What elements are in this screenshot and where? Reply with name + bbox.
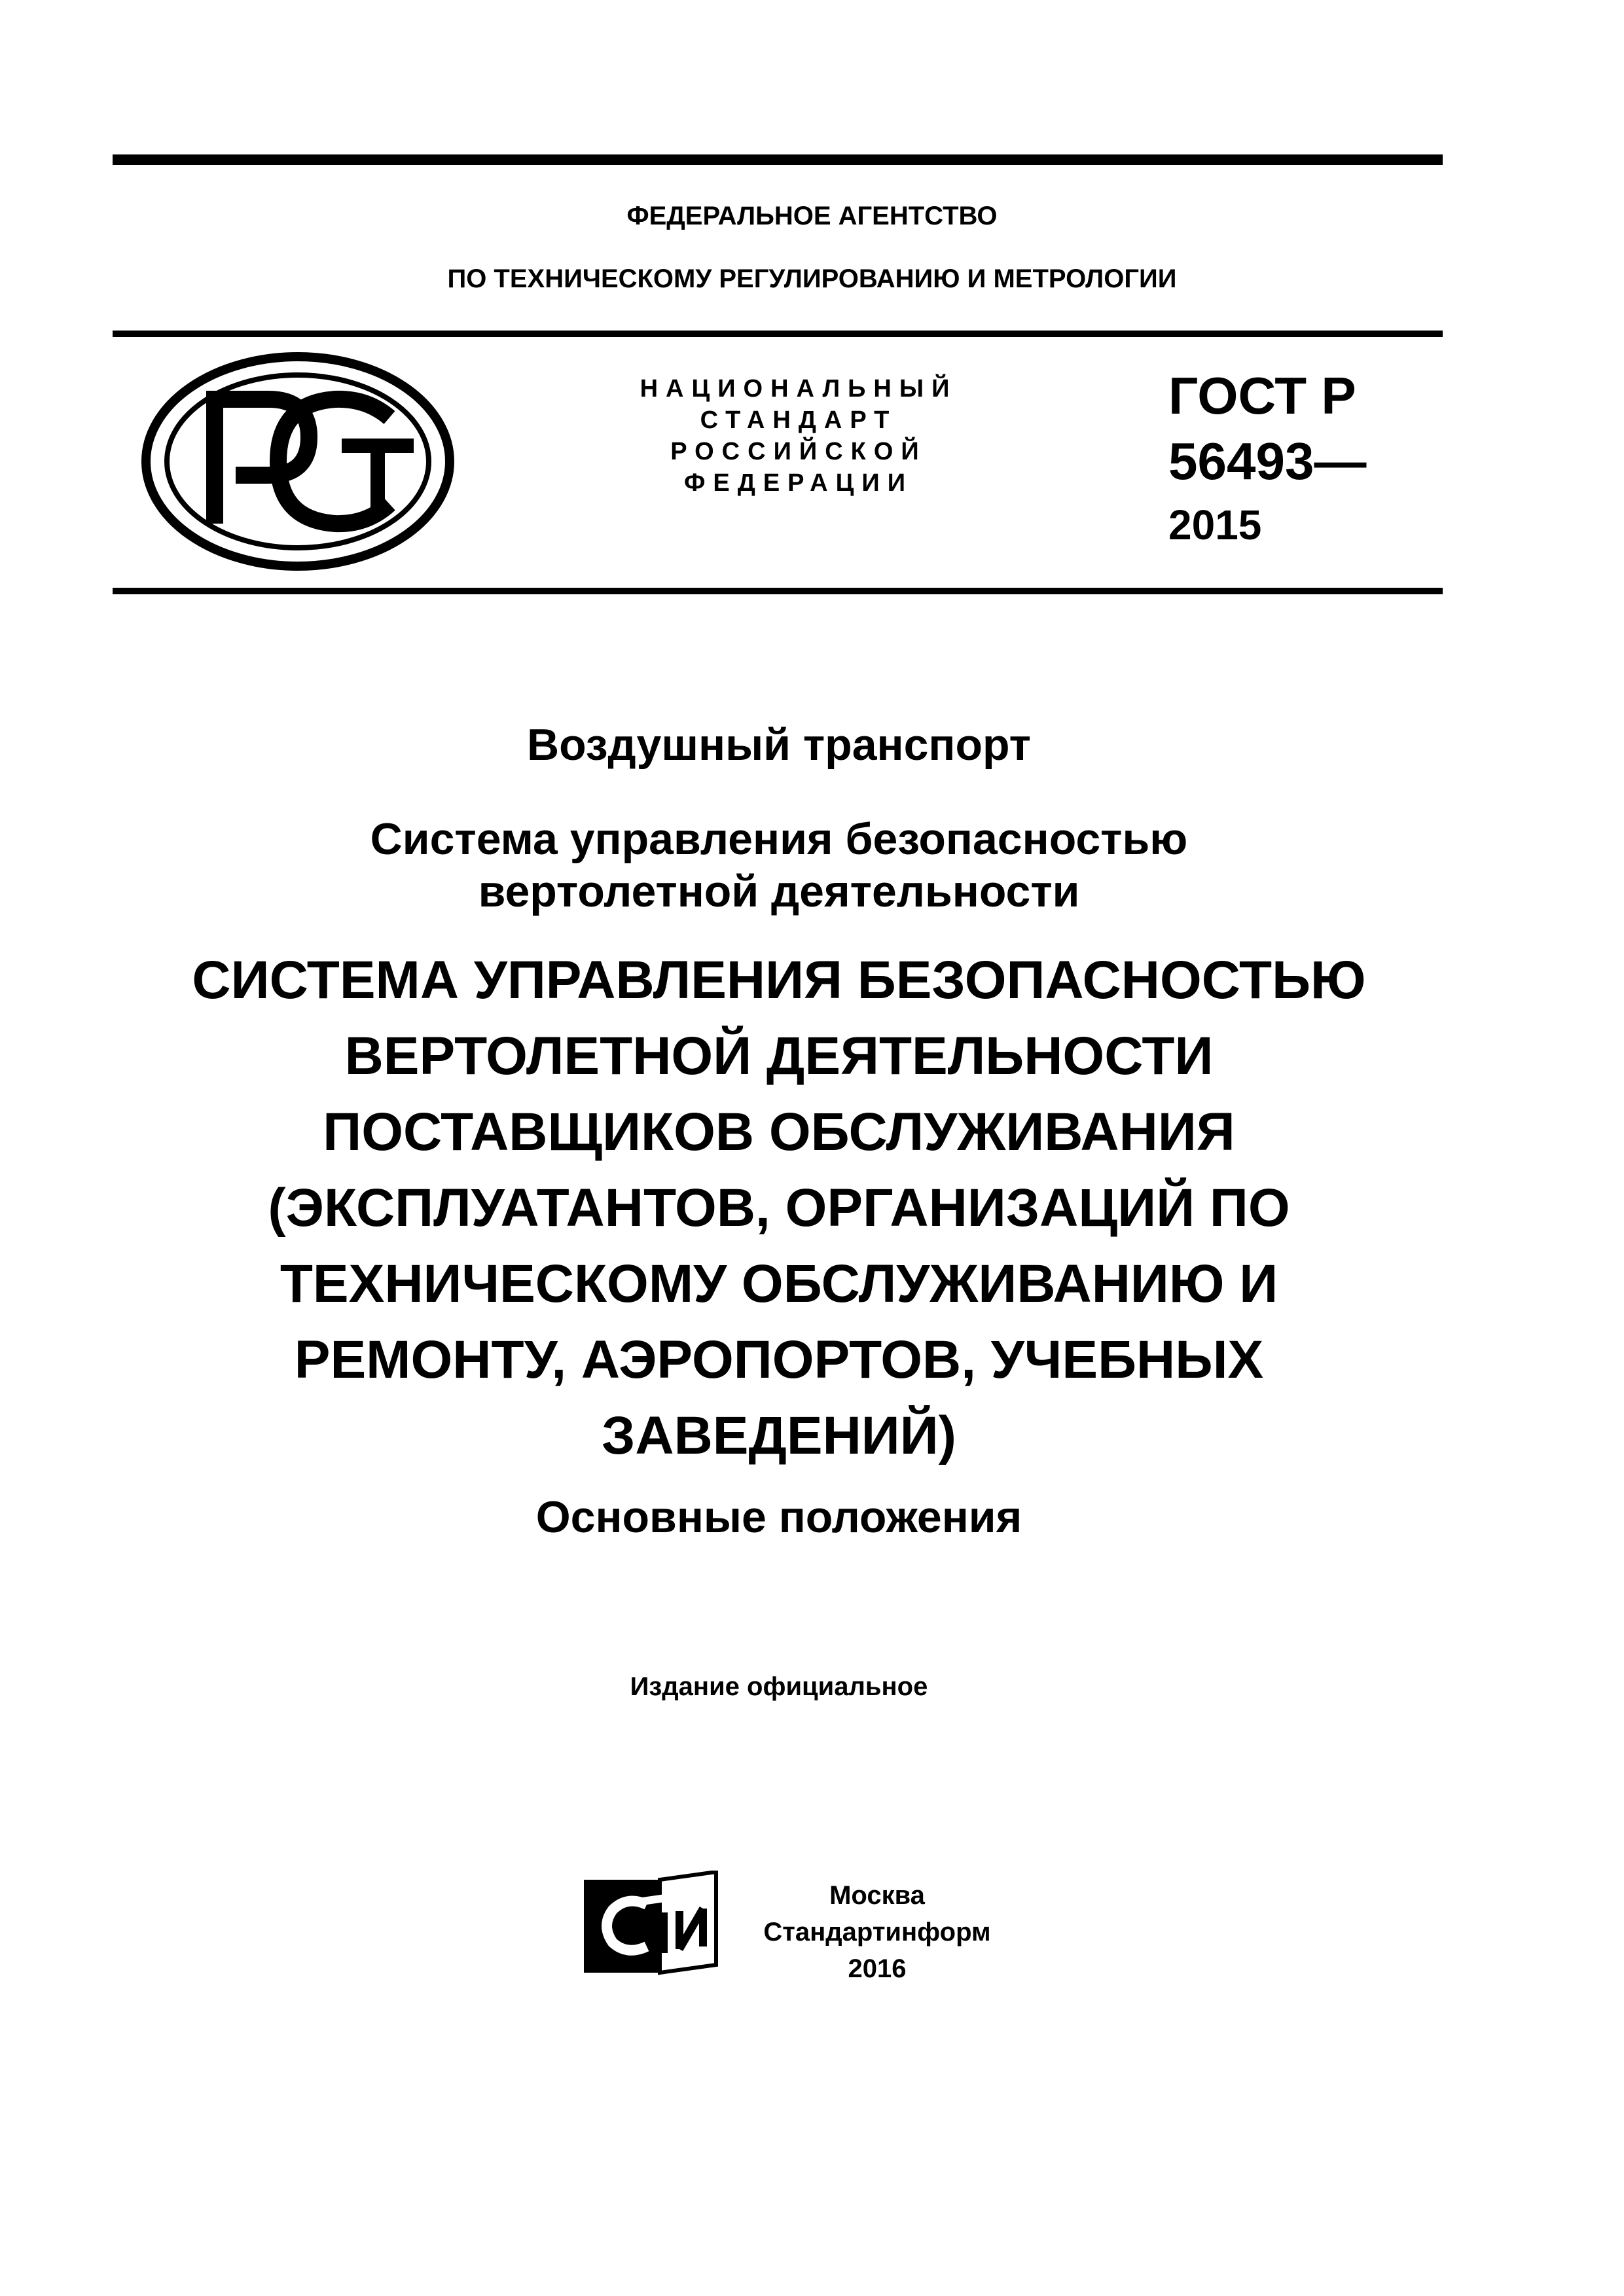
agency-line-2: ПО ТЕХНИЧЕСКОМУ РЕГУЛИРОВАНИЮ И МЕТРОЛОГИИ: [447, 264, 1177, 293]
sti-logo-icon: [581, 1871, 719, 1975]
publisher-name: Стандартинформ: [763, 1918, 991, 1946]
main-title-line-2: ВЕРТОЛЕТНОЙ ДЕЯТЕЛЬНОСТИ: [344, 1026, 1214, 1086]
standard-label-line-4: ФЕДЕРАЦИИ: [683, 469, 914, 497]
rst-logo-icon: [137, 347, 458, 576]
edition-label: Издание официальное: [630, 1672, 928, 1701]
agency-line-1: ФЕДЕРАЛЬНОЕ АГЕНТСТВО: [626, 202, 998, 230]
group-title: Воздушный транспорт: [527, 720, 1031, 770]
main-title-line-6: РЕМОНТУ, АЭРОПОРТОВ, УЧЕБНЫХ: [294, 1330, 1264, 1390]
designation-line-1: ГОСТ Р: [1168, 367, 1356, 425]
designation-line-2: 56493—: [1168, 432, 1367, 490]
publisher-city: Москва: [829, 1881, 925, 1910]
main-title-line-1: СИСТЕМА УПРАВЛЕНИЯ БЕЗОПАСНОСТЬЮ: [192, 950, 1366, 1010]
publisher-year: 2016: [848, 1954, 907, 1983]
part-title: Основные положения: [535, 1492, 1022, 1542]
top-rule: [113, 154, 1443, 165]
subgroup-title-line-2: вертолетной деятельности: [478, 867, 1080, 916]
standard-label-line-2: СТАНДАРТ: [700, 406, 897, 434]
standard-label-line-3: РОССИЙСКОЙ: [670, 438, 927, 465]
main-title-line-3: ПОСТАВЩИКОВ ОБСЛУЖИВАНИЯ: [323, 1102, 1235, 1162]
standard-label-line-1: НАЦИОНАЛЬНЫЙ: [640, 375, 958, 403]
designation-year: 2015: [1168, 501, 1262, 548]
main-title-line-4: (ЭКСПЛУАТАНТОВ, ОРГАНИЗАЦИЙ ПО: [268, 1178, 1290, 1238]
header-rule: [113, 331, 1443, 337]
subgroup-title-line-1: Система управления безопасностью: [370, 814, 1188, 864]
lower-header-rule: [113, 588, 1443, 594]
main-title-line-5: ТЕХНИЧЕСКОМУ ОБСЛУЖИВАНИЮ И: [280, 1254, 1278, 1314]
main-title-line-7: ЗАВЕДЕНИЙ): [601, 1406, 956, 1465]
